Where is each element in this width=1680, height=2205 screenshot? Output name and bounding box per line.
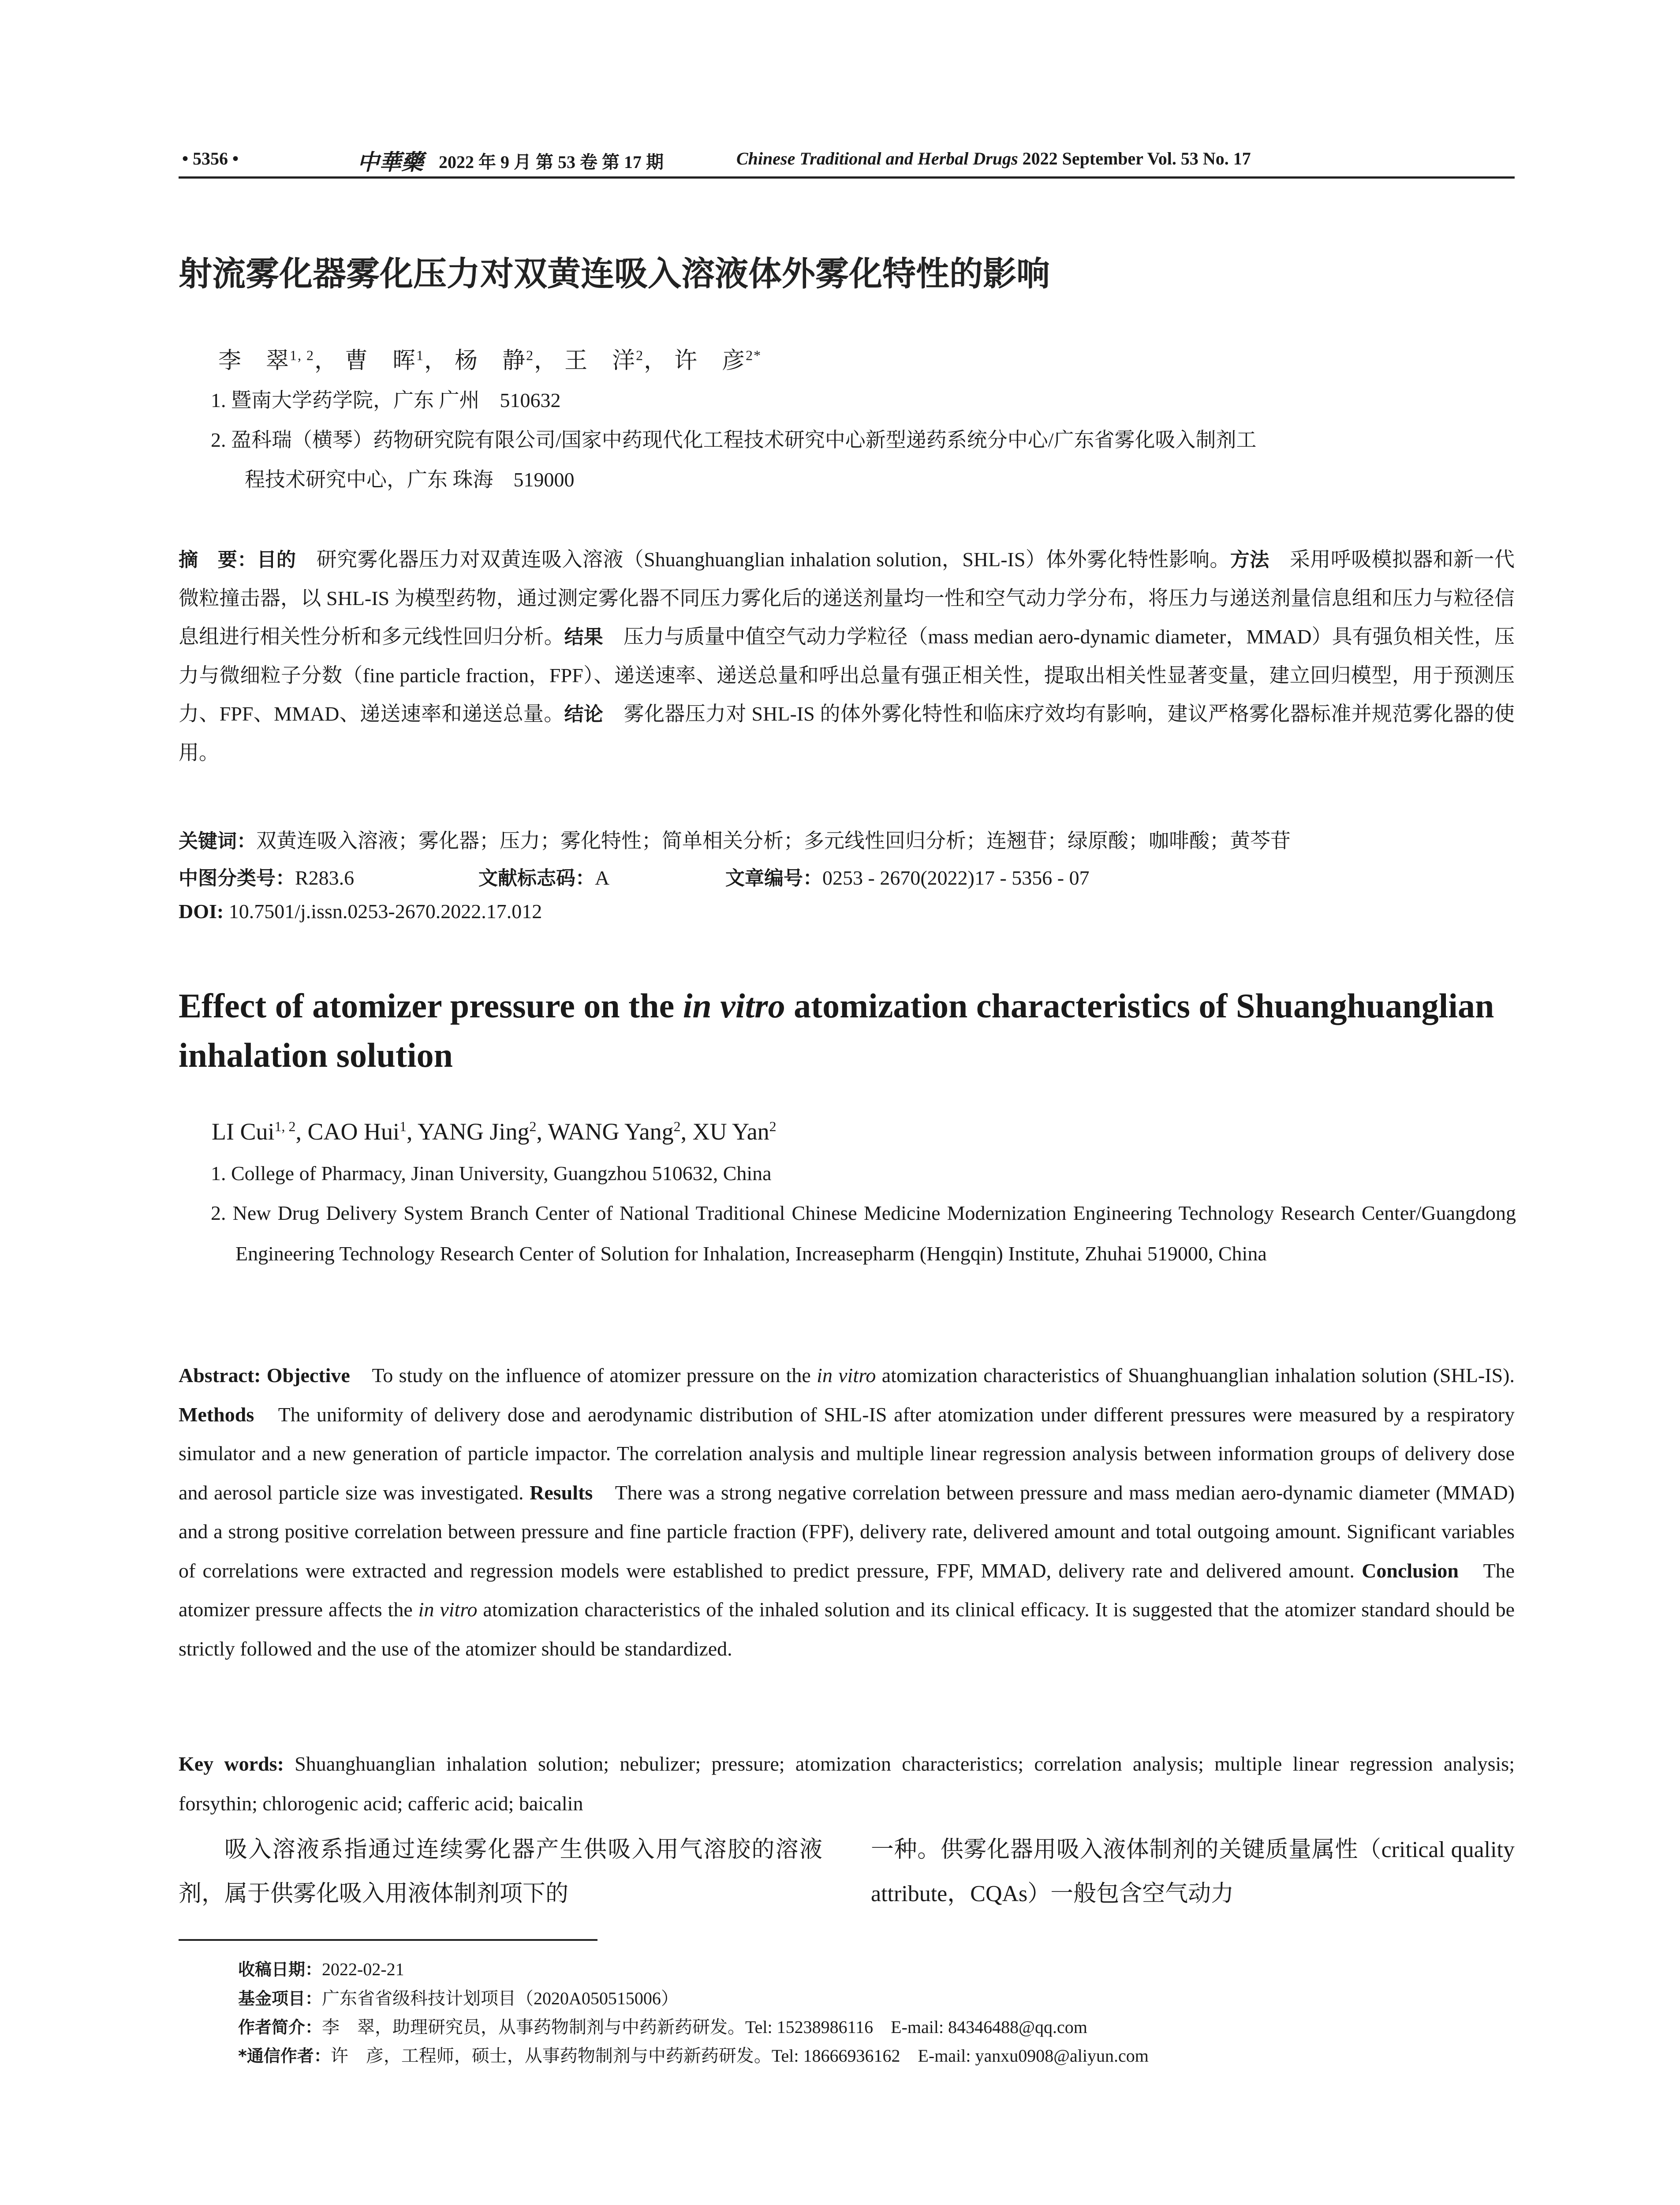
abstract-cn: 摘 要：目的 研究雾化器压力对双黄连吸入溶液（Shuanghuanglian inhalation solution，SHL-IS）体外雾化特性影响。方法 采用呼吸模拟器和新一代微粒撞击器，以 SHL-IS 为模型药物，通过测定雾化器不同压力雾化后的递送剂量均一性和空气动力学分布，将压力与递送剂量信息组和压力与粒径信息组进行相关性分析和多元线性回归分析。结果 压力与质量中值空气动力学粒径（mass median aero-dynamic diameter，MMAD）具有强负相关性，压力与微细粒子分数（fine particle fraction，FPF）、递送速率、递送总量和呼出总量有强正相关性，提取出相关性显著变量，建立回归模型，用于预测压力、FPF、MMAD、递送速率和递送总量。结论 雾化器压力对 SHL-IS 的体外雾化特性和临床疗效均有影响，建议严格雾化器标准并规范雾化器的使用。 (179, 548, 1515, 764)
title-cn: 射流雾化器雾化压力对双黄连吸入溶液体外雾化特性的影响 (179, 254, 1050, 293)
title-en: Effect of atomizer pressure on the in vitro atomization characteristics of Shuanghuanglian inhalation solution (179, 987, 1494, 1074)
author-en: WANG Yang (548, 1118, 674, 1145)
doi: DOI: 10.7501/j.issn.0253-2670.2022.17.012 (179, 900, 542, 923)
author-cn: 曹 晖 (345, 348, 417, 374)
body-column-right: 一种。供雾化器用吸入液体制剂的关键质量属性（critical quality attribute，CQAs）一般包含空气动力 (871, 1837, 1515, 1906)
author-cn: 许 彦 (674, 348, 746, 374)
affiliation-cn-1: 1. 暨南大学药学院，广东 广州 510632 (211, 389, 561, 411)
abstract-en: Abstract: Objective To study on the influence of atomizer pressure on the in vitro atomization characteristics of Shuanghuanglian inhalation solution (SHL-IS). Methods The uniformity of delivery dose and aerodynamic distribution of SHL-IS after atomization under different pressures were measured by a respiratory simulator and a new generation of particle impactor. The correlation analysis and multiple linear regression analysis between information groups of delivery dose and aerosol particle size was investigated. Results There was a strong negative correlation between pressure and mass median aero-dynamic diameter (MMAD) and a strong positive correlation between pressure and fine particle fraction (FPF), delivery rate, delivered amount and total outgoing amount. Significant variables of correlations were extracted and regression models were established to predict pressure, FPF, MMAD, delivery rate and delivered amount. Conclusion The atomizer pressure affects the in vitro atomization characteristics of the inhaled solution and its clinical efficacy. It is suggested that the atomizer standard should be strictly followed and the use of the atomizer should be standardized. (179, 1364, 1515, 1660)
affiliation-cn-2-cont: 程技术研究中心，广东 珠海 519000 (245, 468, 575, 491)
footnote-fund: 基金项目：广东省省级科技计划项目（2020A050515006） (238, 1988, 679, 2008)
affiliation-en-2: 2. New Drug Delivery System Branch Center of National Traditional Chinese Medicine Modernization Engineering Technology Research Center/Guangdong Engineering Technology Research Center of Solution for Inhalation, Increasepharm (Hengqin) Institute, Zhuhai 519000, China (211, 1202, 1516, 1265)
body-column-left: 吸入溶液系指通过连续雾化器产生供吸入用气溶胶的溶液剂，属于供雾化吸入用液体制剂项下的 (179, 1837, 822, 1906)
author-en: LI Cui (212, 1118, 275, 1145)
author-en: YANG Jing (418, 1118, 530, 1145)
keywords-cn: 关键词：双黄连吸入溶液；雾化器；压力；雾化特性；简单相关分析；多元线性回归分析；连翘苷；绿原酸；咖啡酸；黄芩苷 (179, 830, 1291, 852)
doi-link[interactable]: 10.7501/j.issn.0253-2670.2022.17.012 (228, 900, 542, 923)
classification-line: 中图分类号：R283.6 文献标志码：A 文章编号：0253 - 2670(2022)17 - 5356 - 07 (179, 867, 1090, 889)
page-number: • 5356 • (182, 149, 239, 168)
running-header (179, 146, 1519, 181)
author-en: XU Yan (692, 1118, 769, 1145)
author-cn: 杨 静 (455, 348, 526, 374)
affiliation-en-1: 1. College of Pharmacy, Jinan University, Guangzhou 510632, China (211, 1162, 772, 1185)
keywords-en: Key words: Shuanghuanglian inhalation solution; nebulizer; pressure; atomization characteristics; correlation analysis; multiple linear regression analysis; forsythin; chlorogenic acid; cafferic acid; baicalin (179, 1753, 1515, 1815)
footnote-author: 作者简介：李 翠，助理研究员，从事药物制剂与中药新药研发。Tel: 15238986116 E-mail: 84346488@qq.com (238, 2017, 1087, 2037)
authors-cn: 李 翠$^{1, 2}$， 曹 晖$^1$， 杨 静$^2$， 王 洋$^2$， 许 彦$^{2*}$ (218, 347, 762, 374)
header-rule (179, 176, 1515, 179)
issue-cn: 2022 年 9 月 第 53 卷 第 17 期 (439, 152, 664, 172)
journal-logo-cn: 中華藥 (357, 150, 423, 175)
footnote-received: 收稿日期：2022-02-21 (238, 1959, 404, 1979)
author-cn: 李 翠 (218, 348, 290, 374)
author-cn: 王 洋 (564, 348, 636, 374)
journal-issue-en: Chinese Traditional and Herbal Drugs 2022 September Vol. 53 No. 17 (736, 149, 1251, 168)
author-en: CAO Hui (307, 1118, 400, 1145)
authors-en: LI Cui$^{1, 2}$, CAO Hui$^1$, YANG Jing$^2$, WANG Yang$^2$, XU Yan$^2$ (212, 1118, 777, 1145)
footnote-rule (179, 1939, 597, 1941)
footnote-corresponding: *通信作者：许 彦，工程师，硕士，从事药物制剂与中药新药研发。Tel: 18666936162 E-mail: yanxu0908@aliyun.com (238, 2046, 1149, 2066)
affiliation-cn-2: 2. 盈科瑞（横琴）药物研究院有限公司/国家中药现代化工程技术研究中心新型递药系统分中心/广东省雾化吸入制剂工 (211, 429, 1257, 451)
